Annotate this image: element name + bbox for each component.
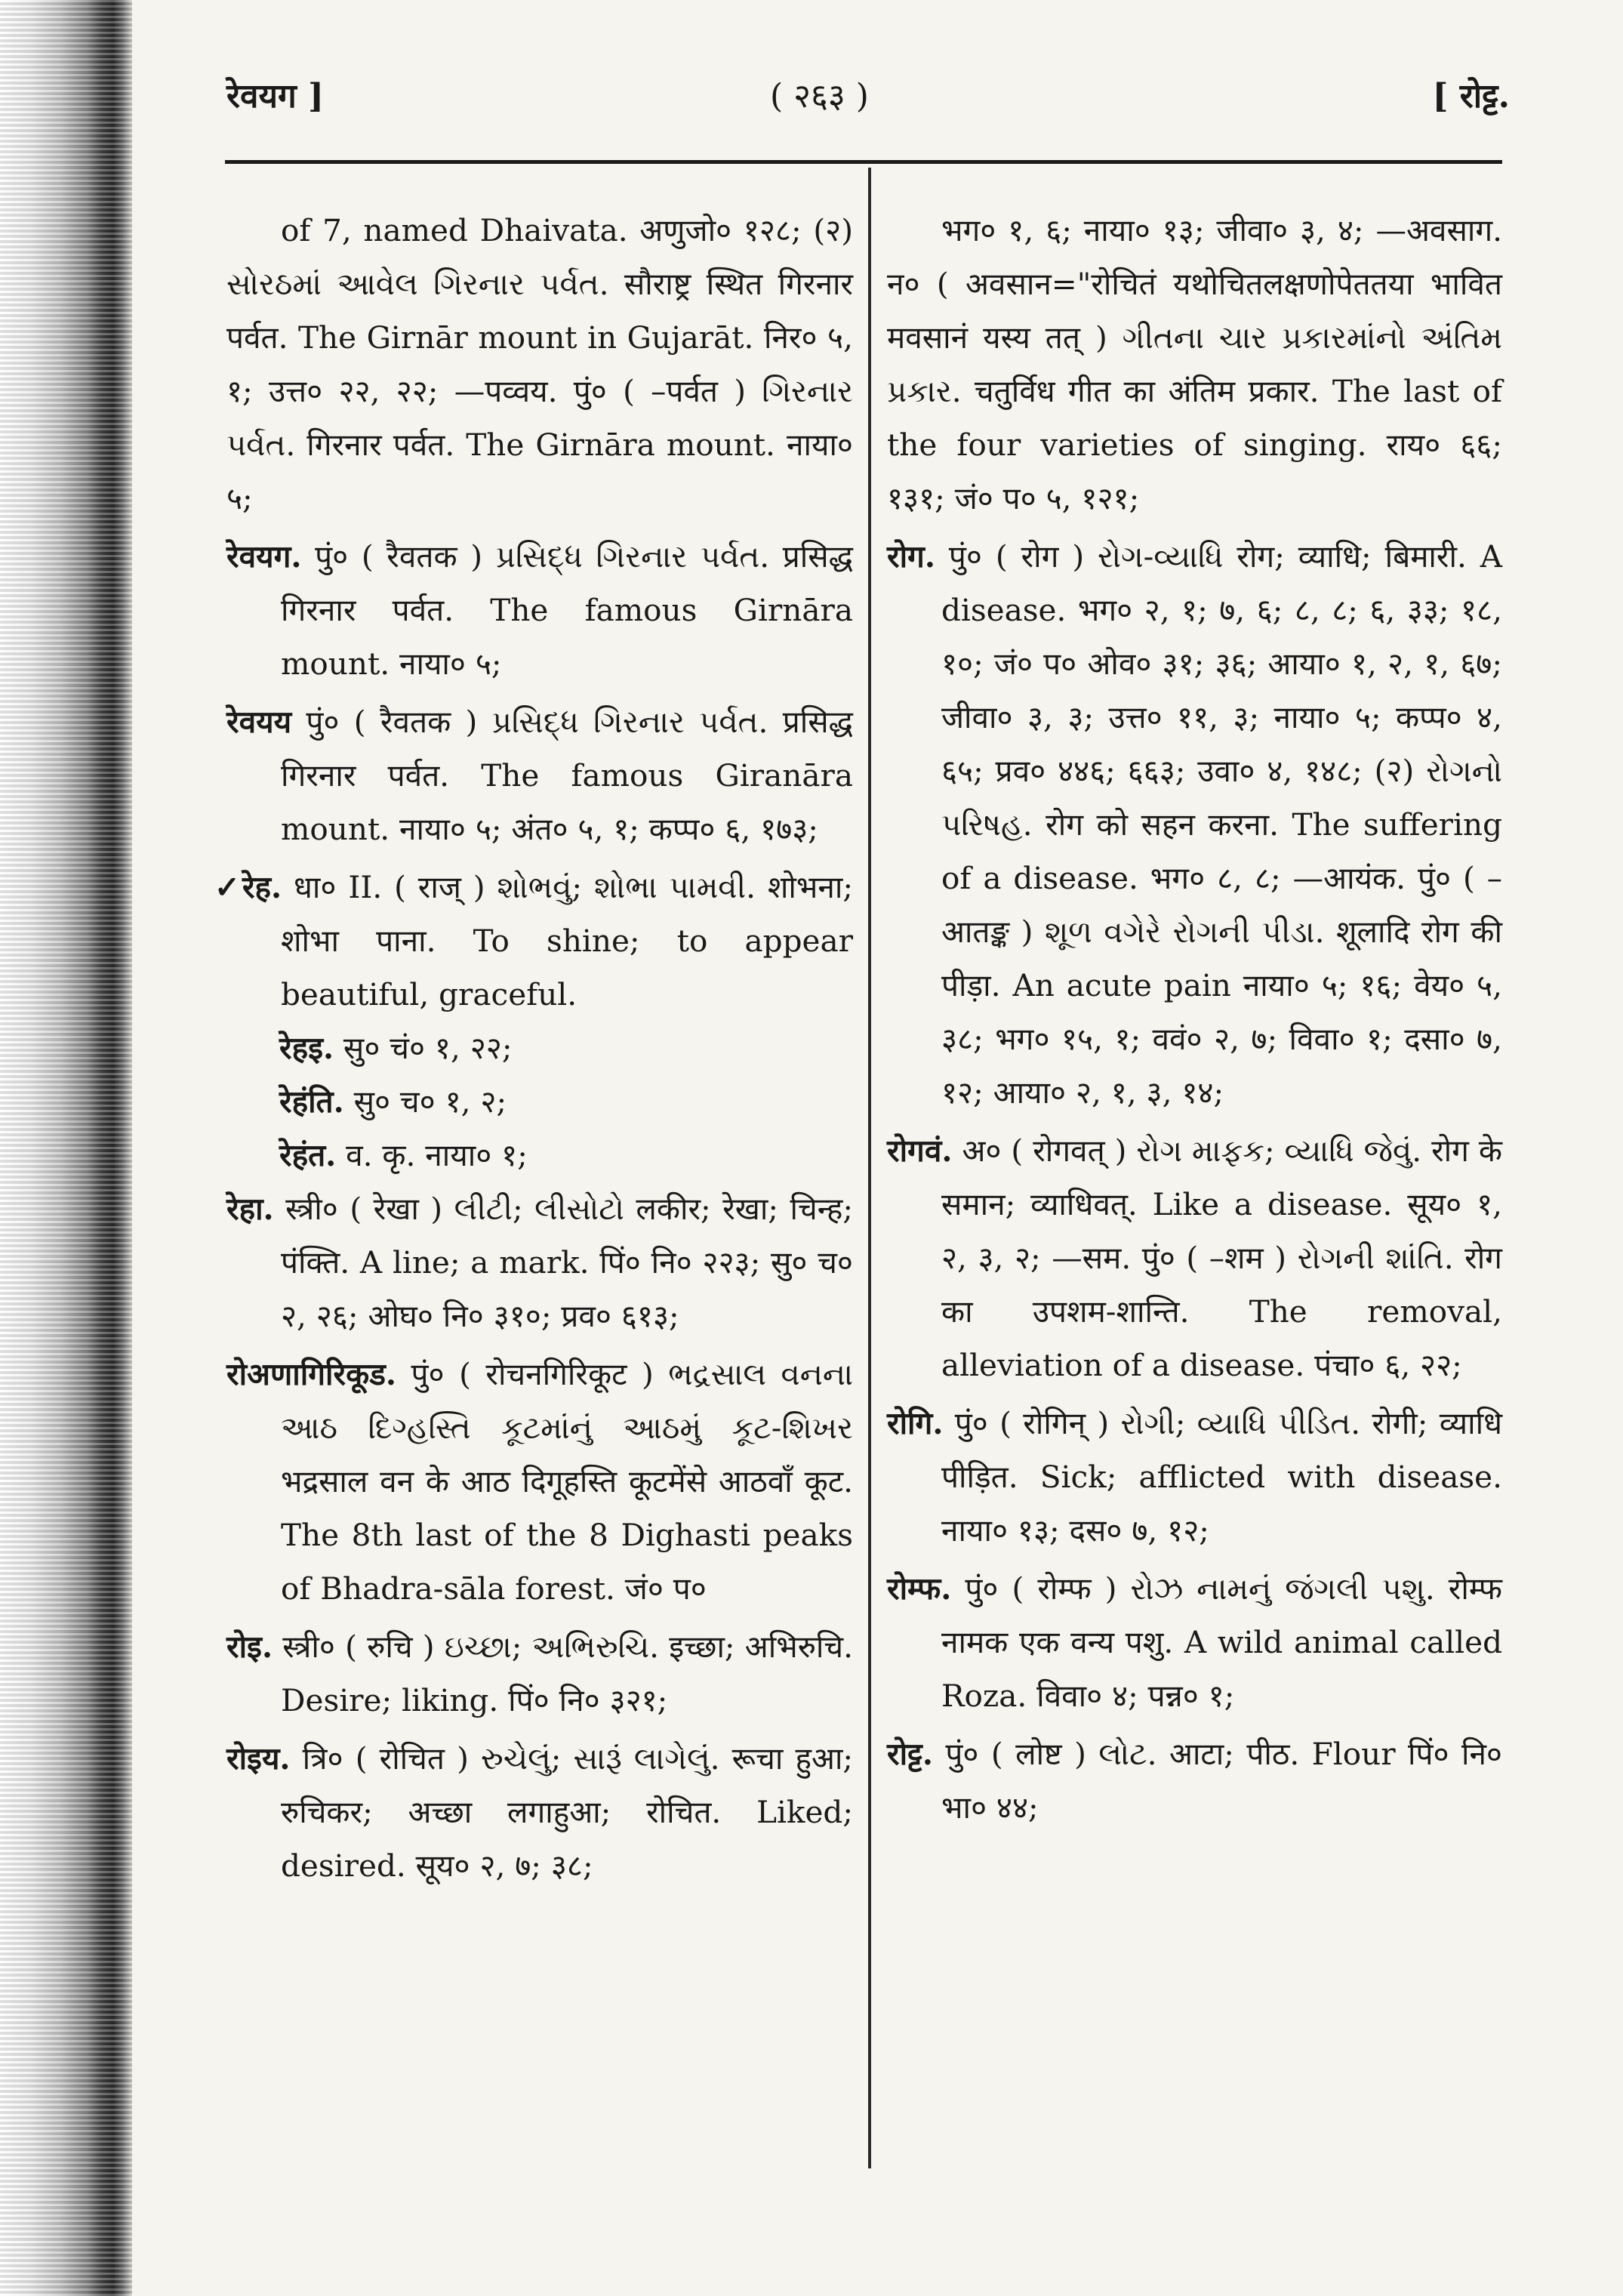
entry-text: पुं० ( लोष्ट ) લોટ. आटा; पीठ. Flour पिं० नि० भा० ४४; (932, 1736, 1502, 1826)
dictionary-entry (214, 861, 853, 1022)
check-mark: ✓ (214, 869, 242, 905)
verb-form: रेहंति. (279, 1083, 344, 1120)
verb-form-ref: व. कृ. नाया० १; (336, 1137, 528, 1173)
dictionary-entry (887, 1562, 1502, 1723)
entry-headword: रोइय. (226, 1740, 291, 1777)
dictionary-entry (226, 1348, 853, 1616)
entry-text: पुं० ( रैवतक ) પ્રસિદ્ધ ગિરનાર પર્વત. प्रसिद्ध गिरनार पर्वत. The famous Giranāra mount. नाया० ५; अंत० ५, १; कप्प० ६, १७३; (281, 704, 853, 847)
page-header (226, 72, 1510, 132)
entry-text: पुं० ( रोम्फ ) રોઝ નામનું જંગલી પશુ. रोम्फ नामक एक वन्य पशु. A wild animal called Roza. विवा० ४; पन्न० १; (941, 1570, 1502, 1714)
dictionary-entry (887, 1727, 1502, 1835)
verb-form-ref: सु० च० १, २; (343, 1083, 507, 1120)
entry-headword: रोगि. (887, 1405, 944, 1441)
column-divider (868, 168, 871, 2168)
dictionary-entry (887, 530, 1502, 1120)
entry-text: त्रि० ( रोचित ) રુચેલું; સારૂં લાગેલું. रूचा हुआ; रुचिकर; अच्छा लगाहुआ; रोचित. Liked; desired. सूय० २, ७; ३८; (281, 1740, 853, 1884)
entry-headword: रोम्फ. (887, 1570, 952, 1607)
header-first-word: रेवयग ] (226, 77, 324, 116)
dictionary-entry (226, 1732, 853, 1893)
right-column (887, 204, 1502, 1835)
entry-text: पुं० ( रोगिन् ) રોગી; વ્યાધિ પીડિત. रोगी; व्याधि पीड़ित. Sick; afflicted with disease. नाया० १३; दस० ७, १२; (941, 1405, 1502, 1549)
binding-texture (0, 0, 132, 2296)
entry-headword: रोग. (887, 538, 935, 575)
header-rule (225, 160, 1502, 164)
verb-form: रेहइ. (279, 1030, 334, 1066)
dictionary-entry (887, 1124, 1502, 1392)
entry-headword: रोइ. (226, 1629, 273, 1665)
entry-text: अ० ( रोगवत् ) રોગ માફક; વ્યાધિ જેવું. रोग के समान; व्याधिवत्. Like a disease. सूय० १, २, ३, २; —सम. पुं० ( –शम ) રોગની શાંતિ. रोग का उपशम-शान्ति. The removal, alleviation of a disease. पंचा० ६, २२; (941, 1133, 1502, 1383)
entry-text: भग० १, ६; नाया० १३; जीवा० ३, ४; —अवसाग. न० ( अवसान="रोचितं यथोचितलक्षणोपेततया भावित मवसानं यस्य तत् ) ગીતના ચાર પ્રકારમાંનો અંતિમ પ્રકાર. चतुर्विध गीत का अंतिम प्रकार. The last of the four varieties of singing. राय० ६६; १३१; जं० प० ५, १२१; (887, 212, 1502, 516)
dictionary-entry-continued (887, 204, 1502, 525)
verb-form-line (226, 1075, 853, 1129)
verb-form-ref: सु० चं० १, २२; (334, 1030, 513, 1066)
dictionary-entry (226, 695, 853, 856)
entry-headword: रेवयय (226, 704, 292, 740)
entry-text: of 7, named Dhaivata. अणुजो० १२८; (२) સોરઠમાં આવેલ ગિરનાર પર્વત. सौराष्ट्र स्थित गिरनार पर्वत. The Girnār mount in Gujarāt. निर० ५, १; उत्त० २२, २२; —पव्वय. पुं० ( –पर्वत ) ગિરનાર પર્વત. गिरनार पर्वत. The Girnāra mount. नाया० ५; (226, 212, 853, 516)
entry-text: पुं० ( रोचनगिरिकूट ) ભદ્રસાલ વનના આઠ દિગ્હસ્તિ કૂટમાંનું આઠમું કૂટ-શિખર भद्रसाल वन के आठ दिगूहस्ति कूटमेंसे आठवाँ कूट. The 8th last of the 8 Dighasti peaks of Bhadra-sāla forest. जं० प० (281, 1356, 853, 1607)
dictionary-entry (226, 1182, 853, 1343)
entry-headword: रेहा. (226, 1191, 274, 1227)
left-column (214, 204, 853, 1893)
entry-text: पुं० ( रोग ) રોગ-વ્યાધિ रोग; व्याधि; बिमारी. A disease. भग० २, १; ७, ६; ८, ८; ६, ३३; १८, १०; जं० प० ओव० ३१; ३६; आया० १, २, १, ६७; जीवा० ३, ३; उत्त० ११, ३; नाया० ५; कप्प० ४, ६५; प्रव० ४४६; ६६३; उवा० ४, १४८; (२) રોગનો પરિષહ. रोग को सहन करना. The suffering of a disease. भग० ८, ८; —आयंक. पुं० ( –आतङ्क ) શૂળ વગેરે રોગની પીડા. शूलादि रोग की पीड़ा. An acute pain नाया० ५; १६; वेय० ५, ३८; भग० १५, १; ववं० २, ७; विवा० १; दसा० ७, १२; आया० २, १, ३, १४; (935, 538, 1502, 1111)
entry-headword: रोअणागिरिकूड. (226, 1356, 396, 1392)
dictionary-entry (226, 1620, 853, 1727)
verb-form-line (226, 1129, 853, 1182)
entry-headword: रेवयग. (226, 538, 302, 575)
verb-form-line (226, 1022, 853, 1075)
entry-headword: रोट्ट. (887, 1736, 933, 1772)
entry-headword: रेह. (242, 869, 282, 905)
entry-headword: रोगवं. (887, 1133, 953, 1169)
verb-form: रेहंत. (279, 1137, 337, 1173)
dictionary-entry (887, 1397, 1502, 1558)
dictionary-entry (226, 530, 853, 691)
dictionary-entry-continued (226, 204, 853, 525)
entry-text: स्त्री० ( रेखा ) લીટી; લીસોટો लकीर; रेखा; चिन्ह; पंक्ति. A line; a mark. पिं० नि० २२३; सु० च० २, २६; ओघ० नि० ३१०; प्रव० ६१३; (273, 1191, 853, 1334)
entry-text: पुं० ( रैवतक ) પ્રસિદ્ધ ગિરનાર પર્વત. प्रसिद्ध गिरनार पर्वत. The famous Girnāra mount. नाया० ५; (281, 538, 853, 682)
entry-text: धा० II. ( राज् ) શોભવું; શોભા પામવી. शोभना; शोभा पाना. To shine; to appear beautiful, graceful. (281, 869, 853, 1012)
header-last-word: [ रोट्ट. (1432, 77, 1510, 116)
entry-text: स्त्री० ( रुचि ) ઇચ્છા; અભિરુચિ. इच्छा; अभिरुचि. Desire; liking. पिं० नि० ३२१; (273, 1629, 853, 1718)
page-number: ( २६३ ) (770, 77, 869, 116)
